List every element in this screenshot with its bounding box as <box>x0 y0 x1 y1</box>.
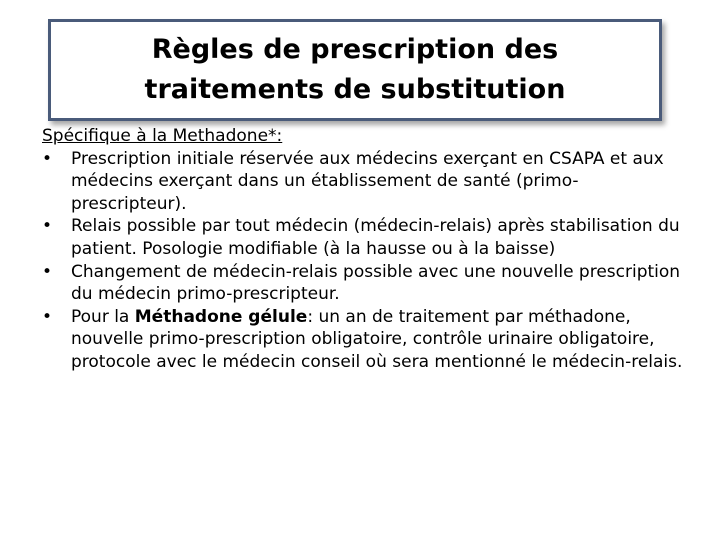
bullet-icon: • <box>42 148 53 169</box>
bullet-text: Relais possible par tout médecin (médecin-relais) après stabilisation du patient. Posologie modifiable (à la hausse ou à la baisse) <box>71 216 680 259</box>
bullet-item-methadone-capsule <box>42 306 692 374</box>
page-title-line-1: Règles de prescription des <box>151 34 559 65</box>
bullet-text: Changement de médecin-relais possible avec une nouvelle prescription du médecin primo-prescripteur. <box>71 261 681 305</box>
bullet-text-prefix: Pour la <box>71 306 135 327</box>
bullet-text: Prescription initiale réservée aux médecins exerçant en CSAPA et aux médecins exerçant dans un établissement de santé (primo-prescripteur). <box>71 148 664 214</box>
bullet-item-initial-prescription <box>42 148 692 216</box>
bullet-icon: • <box>42 216 53 237</box>
page-title-line-2: traitements de substitution <box>144 74 566 105</box>
bullet-icon: • <box>42 306 53 327</box>
content-body <box>42 125 692 374</box>
bullet-item-change-relay <box>42 261 692 306</box>
bullet-text-bold: Méthadone gélule <box>134 306 308 327</box>
bullet-text-suffix: : un an de traitement par méthadone, nouvelle primo-prescription obligatoire, contrôle urinaire obligatoire, protocole avec le médecin conseil où sera mentionné le médecin-relais. <box>71 306 683 372</box>
bullet-list <box>42 148 692 374</box>
title-box <box>48 19 662 121</box>
bullet-icon: • <box>42 261 53 282</box>
section-subtitle: Spécifique à la Methadone*: <box>42 126 283 146</box>
bullet-item-relay <box>42 215 692 260</box>
